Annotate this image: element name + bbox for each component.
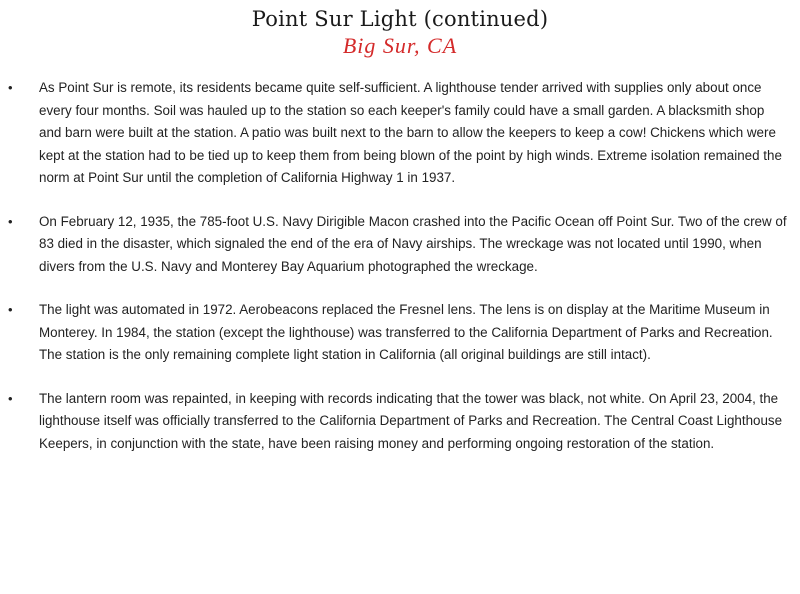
bullet-icon: • — [8, 390, 13, 406]
bullet-item — [0, 388, 800, 456]
bullet-text: The lantern room was repainted, in keeping with records indicating that the tower was black, not white. On April 23, 2004, the lighthouse itself was officially transferred to the California Department of Parks and Recreation. The Central Coast Lighthouse Keepers, in conjunction with the state, have been raising money and performing ongoing restoration of the station. — [39, 390, 783, 451]
bullet-item — [0, 77, 800, 190]
bullet-icon: • — [8, 80, 13, 95]
slide-subtitle: Big Sur, CA — [342, 33, 458, 58]
slide-title: Point Sur Light (continued) — [251, 7, 549, 31]
bullet-item — [0, 211, 800, 279]
bullet-icon: • — [8, 213, 13, 229]
bullet-list — [0, 77, 800, 476]
bullet-text: The light was automated in 1972. Aerobeacons replaced the Fresnel lens. The lens is on display at the Maritime Museum in Monterey. In 1984, the station (except the lighthouse) was transferred to the California Department of Parks and Recreation. The station is the only remaining complete light station in California (all original buildings are still intact). — [39, 302, 773, 362]
bullet-text: On February 12, 1935, the 785-foot U.S. Navy Dirigible Macon crashed into the Pacific Ocean off Point Sur. Two of the crew of 83 died in the disaster, which signaled the end of the era of Navy airships. The wreckage was not located until 1990, when divers from the U.S. Navy and Monterey Bay Aquarium photographed the wreckage. — [39, 213, 787, 274]
bullet-icon: • — [8, 302, 13, 317]
bullet-text: As Point Sur is remote, its residents became quite self-sufficient. A lighthouse tender arrived with supplies only about once every four months. Soil was hauled up to the station so each keeper's family could have a small garden. A blacksmith shop and barn were built at the station. A patio was built next to the barn to allow the keepers to keep a cow! Chickens which were kept at the station had to be tied up to keep them from being blown of the point by high winds. Extreme isolation remained the norm at Point Sur until the completion of California Highway 1 in 1937. — [39, 80, 782, 185]
bullet-item — [0, 299, 800, 367]
